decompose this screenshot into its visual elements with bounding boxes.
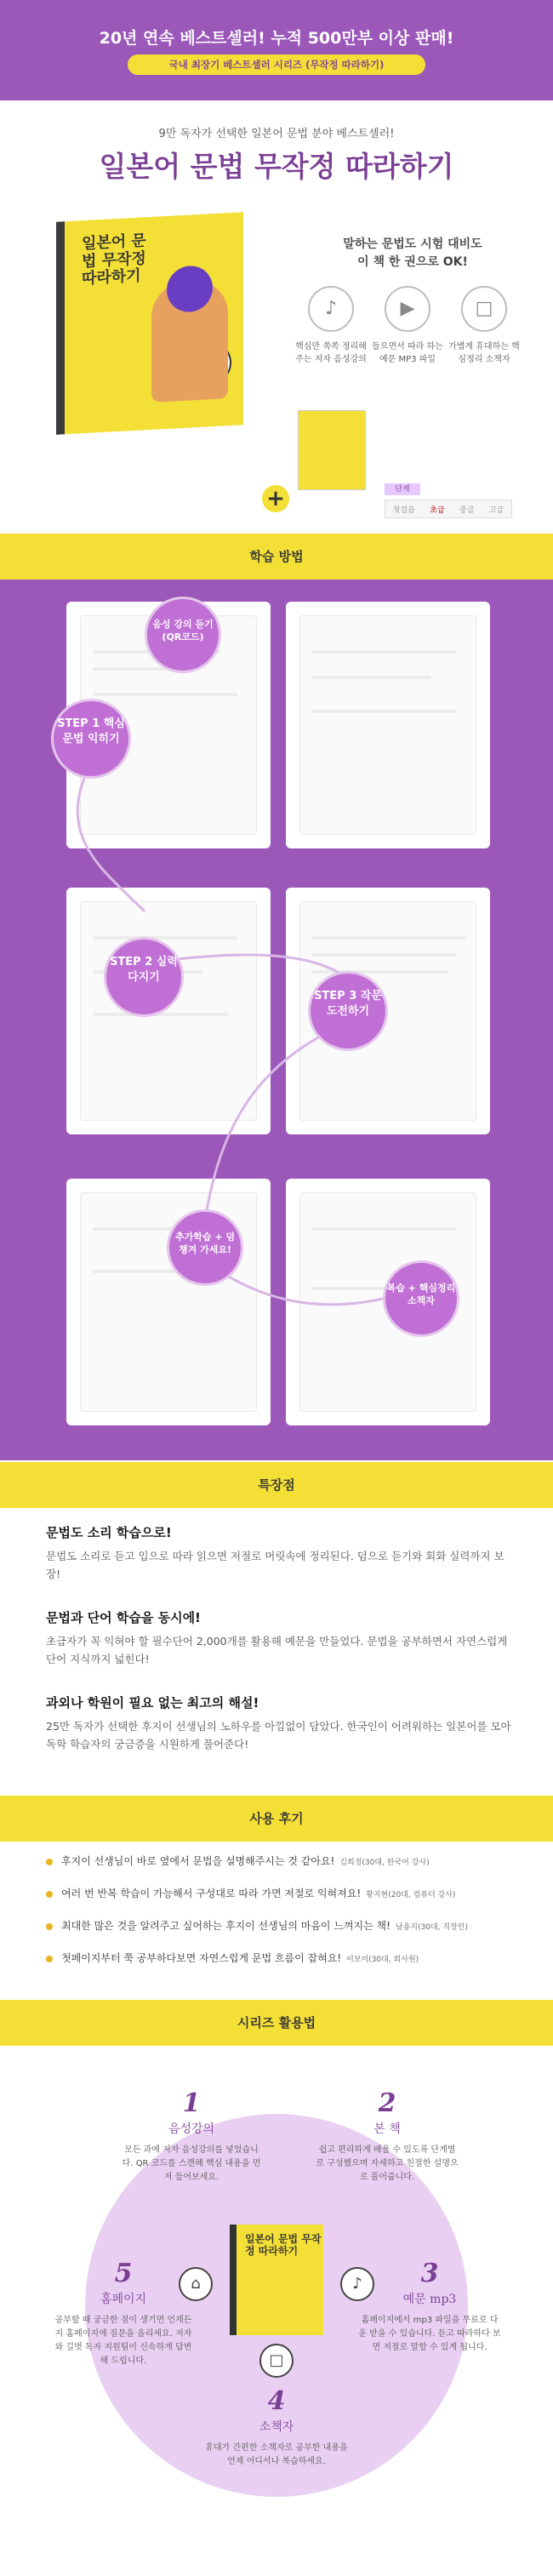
usage-desc: 홈페이지에서 mp3 파일을 무료로 다운 받을 수 있습니다. 듣고 따라하다 보면 저절로 말할 수 있게 됩니다. xyxy=(358,2316,501,2352)
usage-name: 본 책 xyxy=(373,2122,401,2136)
step-2-badge: STEP 2 실력 다지기 xyxy=(104,937,184,1017)
tagline-1: 말하는 문법도 시험 대비도 xyxy=(343,237,482,251)
home-icon: ⌂ xyxy=(179,2267,213,2301)
usage-number: 1 xyxy=(182,2088,201,2118)
review-item xyxy=(46,1886,522,1900)
reviews-header xyxy=(0,1796,553,1842)
hero-section xyxy=(0,0,553,553)
level-tag: 단계 xyxy=(385,483,420,495)
usage-number: 4 xyxy=(267,2386,286,2416)
bullet-icon xyxy=(46,1891,53,1898)
features-section xyxy=(0,1508,553,1831)
usage-number: 5 xyxy=(114,2259,133,2288)
usage-item-3 xyxy=(357,2259,502,2355)
plus-icon: + xyxy=(262,485,289,512)
feature-item-3 xyxy=(46,1694,514,1753)
review-author: 남용지(30대, 직장인) xyxy=(395,1923,468,1932)
series-book xyxy=(230,2225,323,2335)
usage-item-5 xyxy=(51,2259,196,2368)
bullet-icon xyxy=(46,1956,53,1962)
step-3-badge: STEP 3 작문 도전하기 xyxy=(308,971,388,1051)
usage-item-1 xyxy=(119,2088,264,2185)
book-illustration xyxy=(151,279,228,403)
usage-desc: 쉽고 편리하게 배울 수 있도록 단계별로 구성했으며 자세하고 친절한 설명으로 풀어줍니다. xyxy=(316,2145,459,2182)
book-icon: □ xyxy=(461,286,507,332)
audio-icon: ♪ xyxy=(308,286,354,332)
book-cover xyxy=(56,212,243,435)
feature-desc: 초급자가 꼭 익혀야 할 필수단어 2,000개를 활용해 예문을 만들었다. 문법을 공부하면서 자연스럽게 단어 지식까지 넓힌다! xyxy=(46,1635,508,1665)
review-author: 이보미(30대, 회사원) xyxy=(346,1956,419,1964)
usage-name: 홈페이지 xyxy=(100,2293,147,2306)
usage-name: 음성강의 xyxy=(168,2122,215,2136)
usage-item-2 xyxy=(315,2088,459,2185)
review-author: 황지현(20대, 컴퓨터 강사) xyxy=(366,1891,456,1899)
banner-sub-text: 국내 최장기 베스트셀러 시리즈 (무작정 따라하기) xyxy=(128,54,425,75)
study-header-label: 학습 방법 xyxy=(249,549,304,564)
level-indicator xyxy=(385,500,512,518)
series-book-title: 일본어 문법 무작정 따라하기 xyxy=(245,2233,322,2258)
usage-number: 2 xyxy=(378,2088,396,2118)
usage-item-4 xyxy=(204,2386,349,2469)
study-header xyxy=(0,534,553,580)
level-3: 중급 xyxy=(459,505,475,515)
review-item xyxy=(46,1853,522,1868)
review-item xyxy=(46,1918,522,1933)
review-text: 최대한 많은 것을 알려주고 싶어하는 후지이 선생님의 마음이 느껴지는 책! xyxy=(61,1920,391,1932)
usage-desc: 모든 과에 저자 음성강의를 넣었습니다. QR 코드를 스캔해 핵심 내용을 먼저 들어보세요. xyxy=(122,2145,261,2182)
usage-desc: 휴대가 간편한 소책자로 공부한 내용을 언제 어디서나 복습하세요. xyxy=(205,2443,348,2466)
series-header xyxy=(0,2000,553,2046)
book-cover-title: 일본어 문법 무작정 따라하기 xyxy=(82,231,146,288)
feature-title: 과외나 학원이 필요 없는 최고의 해설! xyxy=(46,1695,259,1711)
callout-review: 복습 + 핵심정리 소책자 xyxy=(383,1260,459,1337)
callout-extra-study: 추가학습 + 덤 챙겨 가세요! xyxy=(167,1209,243,1286)
feature-desc: 문법도 소리로 듣고 입으로 따라 읽으면 저절로 머릿속에 정리된다. 덤으로 듣기와 회화 실력까지 보장! xyxy=(46,1550,505,1580)
feature-label-booklet: 가볍게 휴대하는 핵심정리 소책자 xyxy=(448,342,520,364)
hero-title: 일본어 문법 무작정 따라하기 xyxy=(99,150,454,183)
review-item xyxy=(46,1951,522,1965)
level-1: 첫걸음 xyxy=(392,505,415,515)
usage-name: 소책자 xyxy=(259,2420,294,2434)
review-text: 후지이 선생님이 바로 옆에서 문법을 설명해주시는 것 같아요! xyxy=(61,1855,335,1867)
headphone-icon: ♪ xyxy=(340,2267,374,2301)
usage-number: 3 xyxy=(420,2259,439,2288)
play-icon: ▶ xyxy=(385,286,430,332)
feature-title: 문법도 소리 학습으로! xyxy=(46,1525,172,1540)
notebook-icon: □ xyxy=(259,2344,294,2378)
bullet-icon xyxy=(46,1923,53,1930)
review-text: 첫페이지부터 쭉 공부하다보면 자연스럽게 문법 흐름이 잡혀요! xyxy=(61,1952,342,1964)
series-section xyxy=(0,2046,553,2552)
features-header-label: 특장점 xyxy=(258,1477,295,1493)
bullet-icon xyxy=(46,1859,53,1865)
features-header xyxy=(0,1462,553,1508)
usage-desc: 공부할 때 궁금한 점이 생기면 언제든지 홈페이지에 질문을 올리세요. 저자와 길벗 독자 지원팀이 신속하게 답변해 드립니다. xyxy=(54,2316,192,2366)
study-section xyxy=(0,580,553,1460)
review-author: 김희정(30대, 한국어 강사) xyxy=(339,1859,430,1867)
hero-banner xyxy=(0,0,553,100)
feature-label-mp3: 들으면서 따라 하는 예문 MP3 파일 xyxy=(372,342,443,364)
feature-item-2 xyxy=(46,1608,514,1668)
tagline-2: 이 책 한 권으로 OK! xyxy=(357,255,468,269)
feature-label-audio: 핵심만 쏙쏙 정리해주는 저자 음성강의 xyxy=(295,342,367,364)
review-text: 여러 번 반복 학습이 가능해서 구성대로 따라 가면 저절로 익혀져요! xyxy=(61,1888,362,1899)
feature-item-1 xyxy=(46,1523,514,1583)
usage-name: 예문 mp3 xyxy=(402,2293,457,2306)
banner-main-text: 20년 연속 베스트셀러! 누적 500만부 이상 판매! xyxy=(99,29,454,48)
feature-desc: 25만 독자가 선택한 후지이 선생님의 노하우를 아낌없이 담았다. 한국인이 어려워하는 일본어를 모아 독학 학습자의 궁금증을 시원하게 풀어준다! xyxy=(46,1720,511,1751)
reviews-header-label: 사용 후기 xyxy=(249,1811,304,1826)
series-header-label: 시리즈 활용법 xyxy=(237,2015,316,2031)
feature-title: 문법과 단어 학습을 동시에! xyxy=(46,1610,201,1625)
booklet-thumbnail xyxy=(298,410,366,490)
step-1-badge: STEP 1 핵심문법 익히기 xyxy=(51,699,131,779)
level-2-active: 초급 xyxy=(430,505,445,515)
hero-subtitle: 9만 독자가 선택한 일본어 문법 분야 베스트셀러! xyxy=(158,128,395,140)
callout-audio-lecture: 음성 강의 듣기 (QR코드) xyxy=(145,597,221,673)
level-4: 고급 xyxy=(488,505,505,515)
